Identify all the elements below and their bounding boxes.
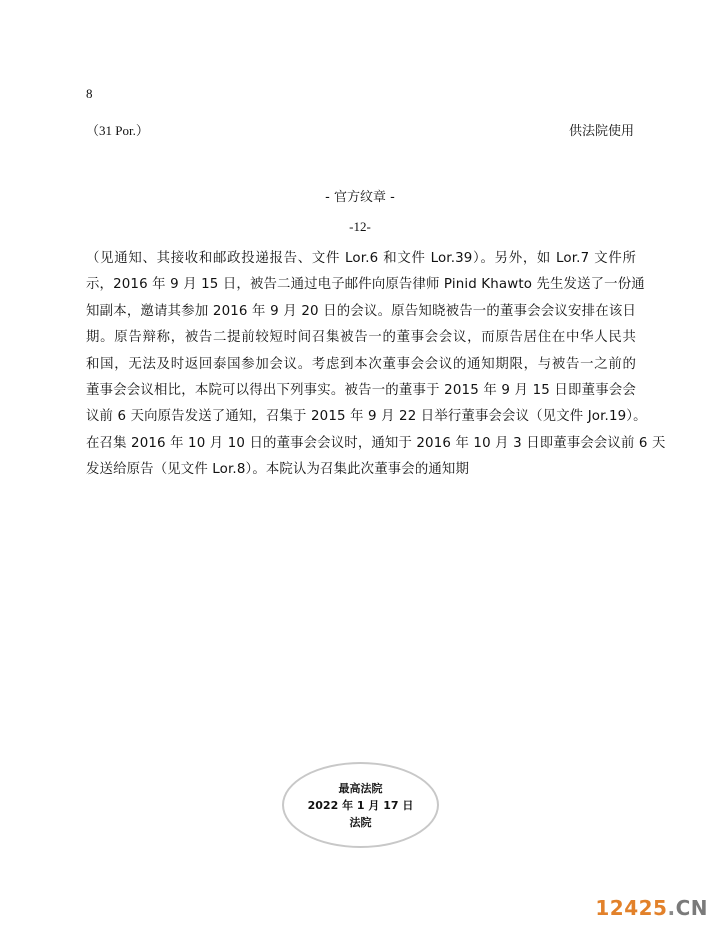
body-line: 议前 6 天向原告发送了通知，召集于 2015 年 9 月 22 日举行董事会会议（见文件 Jor.19）。 [86, 409, 647, 425]
watermark-suffix: CN [675, 896, 708, 920]
inner-page-number: -12- [349, 219, 371, 234]
court-seal [282, 762, 439, 848]
body-line: 知副本，邀请其参加 2016 年 9 月 20 日的会议。原告知晓被告一的董事会会议安排在该日 [86, 303, 636, 319]
body-line: 示，2016 年 9 月 15 日，被告二通过电子邮件向原告律师 Pinid Khawto 先生发送了一份通 [86, 277, 645, 293]
body-line: （见通知、其接收和邮政投递报告、文件 Lor.6 和文件 Lor.39）。另外，如 Lor.7 文件所 [86, 251, 636, 266]
court-use-label: 供法院使用 [568, 124, 634, 139]
watermark-dot: . [667, 896, 676, 920]
body-line: 在召集 2016 年 10 月 10 日的董事会会议时，通知于 2016 年 10 月 3 日即董事会会议前 6 天 [86, 435, 666, 451]
site-watermark [595, 896, 708, 920]
form-code: （31 Por.） [86, 123, 149, 138]
body-line: 期。原告辩称，被告二提前较短时间召集被告一的董事会会议，而原告居住在中华人民共 [86, 330, 636, 346]
seal-label: 法院 [349, 815, 372, 829]
body-paragraph [86, 246, 666, 484]
seal-court-name: 最高法院 [338, 781, 383, 795]
body-line: 和国，无法及时返回泰国参加会议。考虑到本次董事会会议的通知期限，与被告一之前的 [86, 356, 636, 372]
official-emblem-label: - 官方纹章 - [325, 190, 395, 205]
body-line: 董事会会议相比，本院可以得出下列事实。被告一的董事于 2015 年 9 月 15 日即董事会会 [86, 382, 636, 398]
page-number: 8 [86, 86, 93, 101]
seal-date: 2022 年 1 月 17 日 [307, 798, 414, 812]
body-line: 发送给原告（见文件 Lor.8）。本院认为召集此次董事会的通知期 [86, 462, 469, 478]
watermark-number: 12425 [595, 896, 668, 920]
